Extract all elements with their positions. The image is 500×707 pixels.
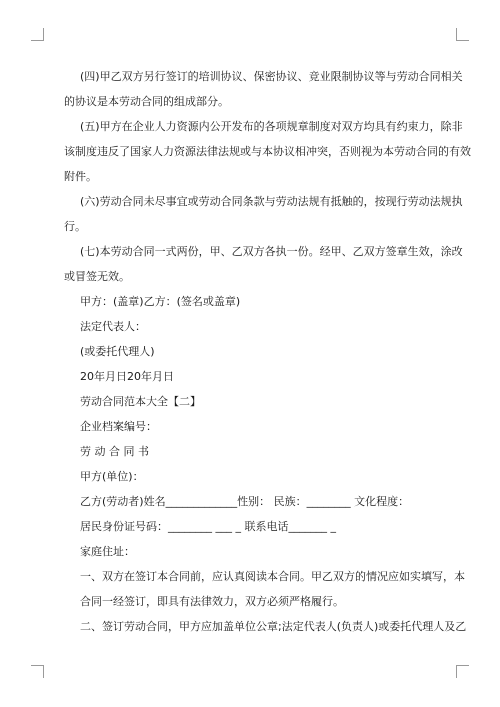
id-and-phone: 居民身份证号码：________ ___ _ 联系电话_______ _ <box>80 520 336 533</box>
clause-6-line-1: (六)劳动合同未尽事宜或劳动合同条款与劳动法规有抵触的，按现行劳动法规执 <box>80 195 463 208</box>
section-heading: 劳动合同范本大全【二】 <box>80 395 201 408</box>
page-corner-mark-top-left <box>31 28 44 41</box>
page-corner-mark-top-right <box>456 28 469 41</box>
notice-1-line-2: 合同一经签订，即具有法律效力，双方必须严格履行。 <box>80 595 344 608</box>
clause-7-line-1: (七)本劳动合同一式两份，甲、乙双方各执一份。经甲、乙双方签章生效，涂改 <box>80 245 463 258</box>
contract-title: 劳 动 合 同 书 <box>80 445 149 458</box>
notice-2-line-1: 二、签订劳动合同，甲方应加盖单位公章;法定代表人(负责人)或委托代理人及乙 <box>80 620 467 633</box>
authorized-agent: (或委托代理人) <box>80 345 155 358</box>
clause-6-line-2: 行。 <box>64 220 86 233</box>
party-a-unit: 甲方(单位)： <box>80 470 144 483</box>
clause-4-line-1: (四)甲乙双方另行签订的培训协议、保密协议、竞业限制协议等与劳动合同相关 <box>80 70 463 83</box>
notice-1-line-1: 一、双方在签订本合同前，应认真阅读本合同。甲乙双方的情况应如实填写，本 <box>80 570 465 583</box>
party-b-info: 乙方(劳动者)姓名_____________性别： 民族：________ 文化程度： <box>80 495 410 508</box>
page-corner-mark-bottom-right <box>456 665 469 678</box>
home-address: 家庭住址： <box>80 545 135 558</box>
clause-5-line-3: 附件。 <box>64 170 97 183</box>
enterprise-file-number: 企业档案编号： <box>80 420 157 433</box>
legal-representative: 法定代表人： <box>80 320 146 333</box>
clause-5-line-2: 该制度违反了国家人力资源法律法规或与本协议相冲突，否则视为本劳动合同的有效 <box>64 145 471 158</box>
clause-5-line-1: (五)甲方在企业人力资源内公开发布的各项规章制度对双方均具有约束力，除非 <box>80 120 463 133</box>
clause-7-line-2: 或冒签无效。 <box>64 270 130 283</box>
signature-dates: 20年月日20年月日 <box>80 370 174 383</box>
signature-parties: 甲方：(盖章)乙方：(签名或盖章) <box>80 295 241 308</box>
clause-4-line-2: 的协议是本劳动合同的组成部分。 <box>64 95 229 108</box>
page-corner-mark-bottom-left <box>31 665 44 678</box>
